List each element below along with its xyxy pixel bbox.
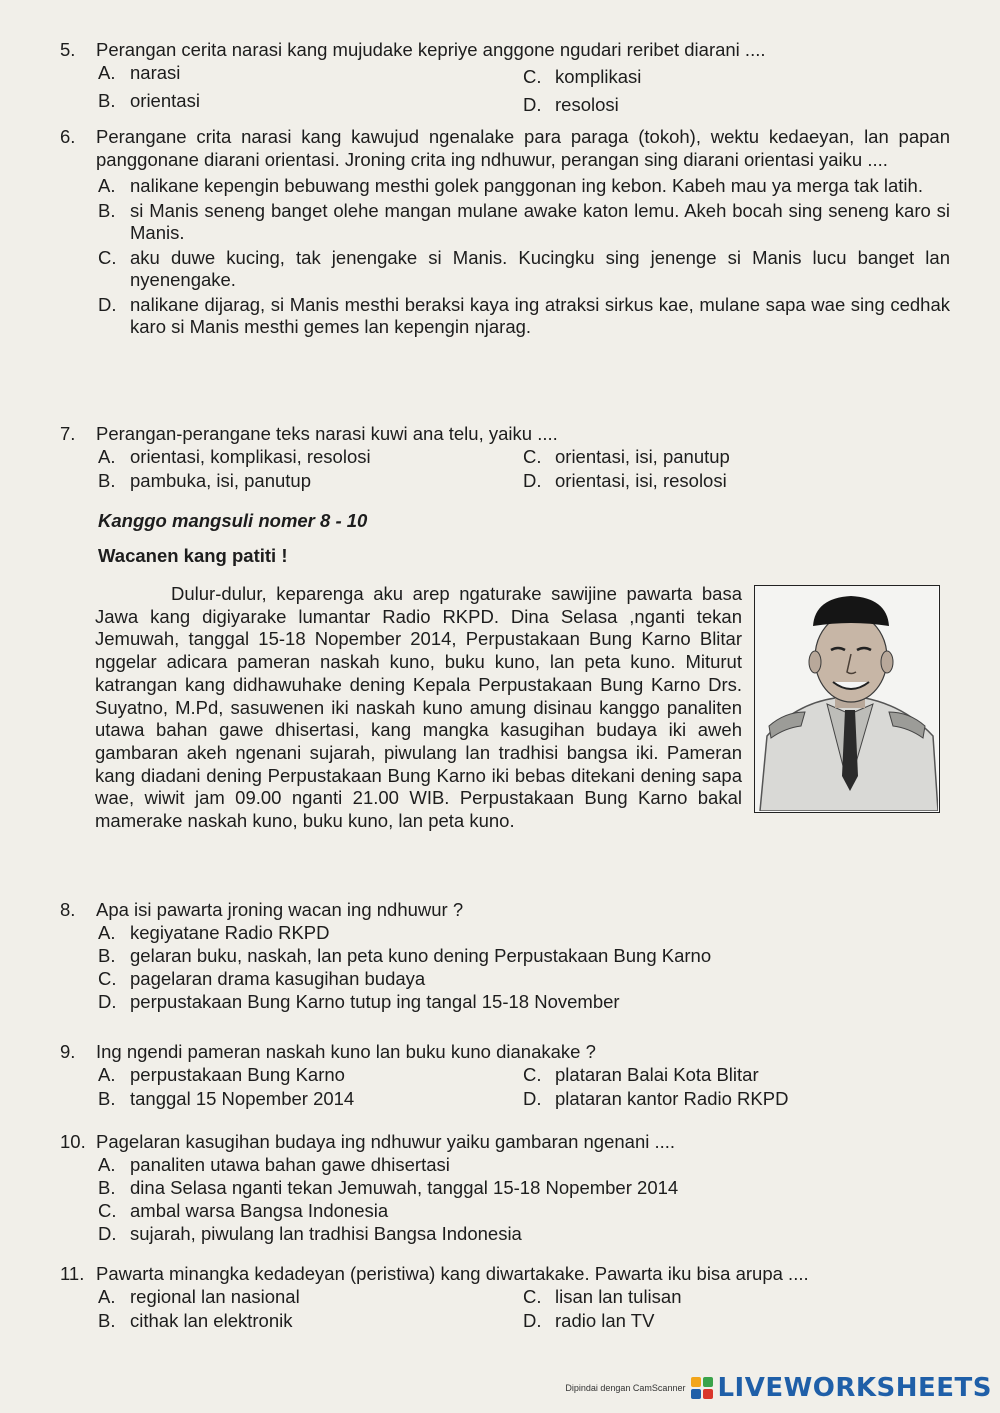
option-text: dina Selasa nganti tekan Jemuwah, tanggal 15-18 Nopember 2014 [130,1177,679,1198]
option-a[interactable] [98,1063,523,1086]
option-letter: C. [98,968,117,989]
question-9 [60,1040,950,1110]
option-text: orientasi, isi, resolosi [555,470,727,491]
option-letter: D. [98,293,117,315]
option-c[interactable] [98,247,950,292]
option-b[interactable] [98,200,950,245]
answer-options [98,921,950,1013]
option-text: resolosi [555,94,619,115]
option-c[interactable] [523,445,950,468]
option-a[interactable] [98,175,950,198]
reading-instruction: Wacanen kang patiti ! [98,545,288,566]
option-letter: D. [523,1310,542,1331]
option-letter: B. [98,1088,116,1109]
option-b[interactable] [98,1087,523,1110]
option-d[interactable] [523,1309,950,1332]
option-a[interactable] [98,1153,950,1176]
question-text: Perangane crita narasi kang kawujud ngenalake para paraga (tokoh), wektu kedaeyan, lan papan panggonane diarani orientasi. Jroning crita ing ndhuwur, perangan sing diarani orientasi yaiku .... [96,126,950,170]
question-text: Apa isi pawarta jroning wacan ing ndhuwur ? [96,899,464,920]
option-text: plataran kantor Radio RKPD [555,1088,789,1109]
footer [565,1373,992,1403]
answer-options [98,175,950,339]
question-10 [60,1130,950,1245]
option-text: orientasi, isi, panutup [555,446,730,467]
option-text: cithak lan elektronik [130,1310,293,1331]
question-text: Pagelaran kasugihan budaya ing ndhuwur yaiku gambaran ngenani .... [96,1131,676,1152]
option-d[interactable] [98,990,950,1013]
question-number: 6. [60,126,76,147]
option-text: nalikane dijarag, si Manis mesthi beraksi kaya ing atraksi sirkus kae, mulane sapa wae sing cedhak karo si Manis mesthi gemes lan kepengin njarag. [130,293,950,337]
option-c[interactable] [523,1285,950,1308]
option-letter: B. [98,199,116,221]
question-number: 8. [60,899,76,920]
question-number: 9. [60,1041,76,1062]
liveworksheets-icon [691,1377,713,1399]
news-paragraph: Dulur-dulur, keparenga aku arep ngaturake sawijine pawarta basa Jawa kang digiyarake lumantar Radio RKPD. Dina Selasa ,nganti tekan Jemuwah, tanggal 15-18 Nopember 2014, Perpustakaan Bung Karno Blitar nggelar adicara pameran naskah kuno, buku kuno, lan peta kuno. Miturut katrangan kang didhawuhake dening Kepala Perpustakaan Bung Karno Drs. Suyatno, M.Pd, sasuwenen iki naskah kuno amung disinau kanggo panaliten utawa bahan gawe dhisertasi, kang mangka kasugihan budaya iki aweh gambaran akeh ngenani sujarah, piwulang lan tradhisi bangsa iki. Pameran kang diadani dening Perpustakaan Bung Karno iki bebas ditekani dening sapa wae, wiwit jam 09.00 nganti 21.00 WIB. Perpustakaan Bung Karno bakal mamerake naskah kuno, buku kuno, lan peta kuno. [95,583,742,832]
liveworksheets-logo[interactable] [691,1373,992,1403]
answer-options [98,61,950,116]
option-a[interactable] [98,1285,523,1308]
option-text: perpustakaan Bung Karno tutup ing tangal 15-18 November [130,991,620,1012]
option-b[interactable] [98,1176,950,1199]
option-text: gelaran buku, naskah, lan peta kuno dening Perpustakaan Bung Karno [130,945,712,966]
question-6 [60,126,950,341]
option-letter: A. [98,175,116,196]
question-text: Perangan cerita narasi kang mujudake kepriye anggone ngudari reribet diarani .... [96,39,766,60]
answer-options [98,1063,950,1110]
option-text: pagelaran drama kasugihan budaya [130,968,426,989]
option-letter: B. [98,470,116,491]
option-text: regional lan nasional [130,1286,300,1307]
option-d[interactable] [523,1087,950,1110]
option-letter: D. [523,94,542,115]
question-number: 11. [60,1263,85,1284]
option-c[interactable] [523,1063,950,1086]
reading-passage [95,583,940,833]
option-text: komplikasi [555,66,642,87]
option-letter: D. [523,1088,542,1109]
section-title: Kanggo mangsuli nomer 8 - 10 [98,510,368,531]
option-text: panaliten utawa bahan gawe dhisertasi [130,1154,450,1175]
brand-name: LIVEWORKSHEETS [717,1373,992,1403]
option-letter: C. [98,1200,117,1221]
option-letter: A. [98,62,116,83]
option-text: sujarah, piwulang lan tradhisi Bangsa Indonesia [130,1223,522,1244]
option-text: radio lan TV [555,1310,655,1331]
option-text: lisan lan tulisan [555,1286,682,1307]
option-b[interactable] [98,944,950,967]
option-b[interactable] [98,1309,523,1332]
option-letter: C. [523,66,542,87]
question-number: 5. [60,39,76,60]
question-5 [60,38,950,116]
option-d[interactable] [523,469,950,492]
option-text: orientasi, komplikasi, resolosi [130,446,371,467]
option-d[interactable] [98,1222,950,1245]
scan-note: Dipindai dengan CamScanner [565,1383,686,1393]
option-text: aku duwe kucing, tak jenengake si Manis. Kucingku sing jenenge si Manis lucu banget lan nyenengake. [130,246,950,290]
option-text: tanggal 15 Nopember 2014 [130,1088,355,1109]
question-text: Perangan-perangane teks narasi kuwi ana telu, yaiku .... [96,423,558,444]
option-letter: C. [523,1064,542,1085]
question-number: 7. [60,423,76,444]
option-letter: A. [98,1286,116,1307]
option-text: kegiyatane Radio RKPD [130,922,330,943]
option-text: plataran Balai Kota Blitar [555,1064,759,1085]
question-text: Ing ngendi pameran naskah kuno lan buku kuno dianakake ? [96,1041,596,1062]
option-text: ambal warsa Bangsa Indonesia [130,1200,389,1221]
answer-options [98,445,950,492]
answer-options [98,1153,950,1245]
option-d[interactable] [98,294,950,339]
option-letter: B. [98,1310,116,1331]
option-text: narasi [130,62,181,83]
question-11 [60,1262,950,1332]
option-letter: C. [98,246,117,268]
option-b[interactable] [98,89,523,116]
option-text: orientasi [130,90,200,111]
option-a[interactable] [98,921,950,944]
option-letter: A. [98,446,116,467]
option-c[interactable] [98,1199,950,1222]
option-letter: D. [523,470,542,491]
option-c[interactable] [523,65,950,88]
portrait-photo [754,585,940,813]
answer-options [98,1285,950,1332]
option-a[interactable] [98,445,523,468]
option-letter: D. [98,991,117,1012]
option-b[interactable] [98,469,523,492]
option-text: pambuka, isi, panutup [130,470,312,491]
option-letter: A. [98,922,116,943]
option-letter: C. [523,1286,542,1307]
option-text: nalikane kepengin bebuwang mesthi golek panggonan ing kebon. Kabeh mau ya merga tak latih. [130,175,923,196]
option-a[interactable] [98,61,523,88]
option-letter: D. [98,1223,117,1244]
option-c[interactable] [98,967,950,990]
option-letter: B. [98,90,116,111]
option-letter: C. [523,446,542,467]
option-letter: B. [98,945,116,966]
option-text: perpustakaan Bung Karno [130,1064,345,1085]
question-text: Pawarta minangka kedadeyan (peristiwa) kang diwartakake. Pawarta iku bisa arupa .... [96,1263,809,1284]
option-text: si Manis seneng banget olehe mangan mulane awake katon lemu. Akeh bocah sing seneng karo si Manis. [130,199,950,243]
option-letter: B. [98,1177,116,1198]
portrait-illustration [755,586,938,811]
question-number: 10. [60,1131,86,1152]
option-d[interactable] [523,93,950,116]
option-letter: A. [98,1064,116,1085]
question-7 [60,422,950,492]
question-8 [60,898,950,1013]
option-letter: A. [98,1154,116,1175]
